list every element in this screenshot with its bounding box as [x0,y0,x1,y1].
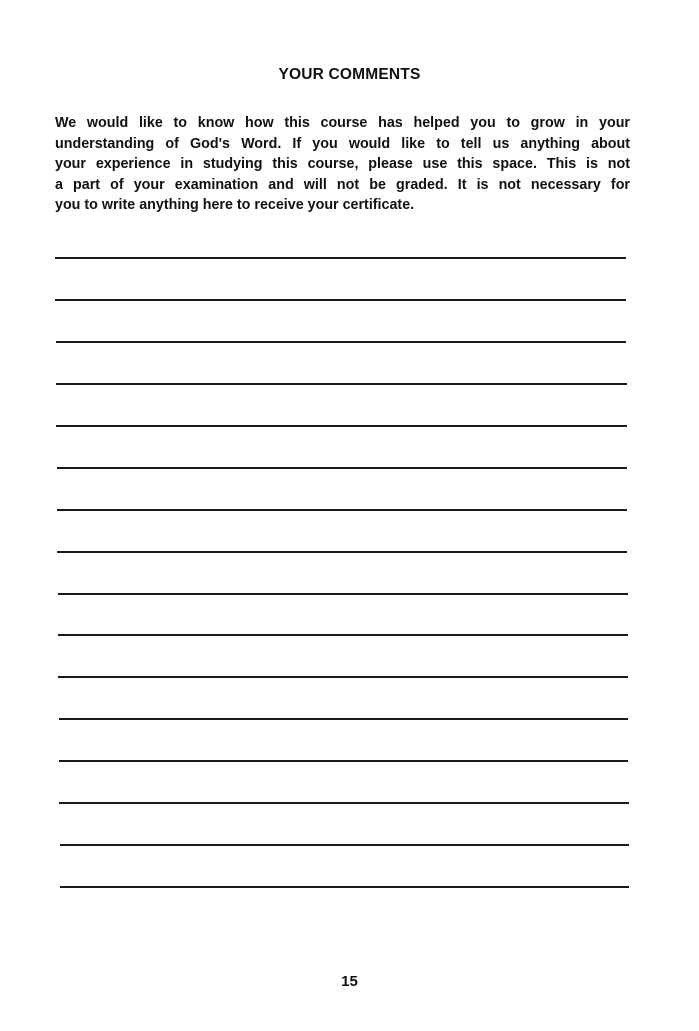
writing-line [60,886,629,888]
intro-line: your experience in studying this course, please use this space. This is not [55,156,630,172]
page-number: 15 [341,973,358,990]
writing-line [55,299,626,301]
intro-line: We would like to know how this course has helped you to grow in your [55,115,630,131]
intro-line: understanding of God's Word. If you would like to tell us anything about [55,135,630,152]
writing-line [57,467,627,469]
writing-line [57,509,627,511]
writing-line [58,634,628,636]
writing-line [59,718,629,720]
writing-line [56,341,627,343]
writing-line [60,844,629,846]
page-title: YOUR COMMENTS [278,66,421,83]
writing-line [59,760,628,762]
writing-line [57,551,627,553]
writing-line [58,676,628,678]
intro-line: you to write anything here to receive your certificate. [55,197,415,213]
writing-line [56,425,627,427]
writing-line [58,593,628,595]
intro-line: a part of your examination and will not be graded. It is not necessary for [55,176,630,193]
writing-line [55,257,626,259]
writing-line [59,802,628,804]
writing-line [56,383,627,385]
